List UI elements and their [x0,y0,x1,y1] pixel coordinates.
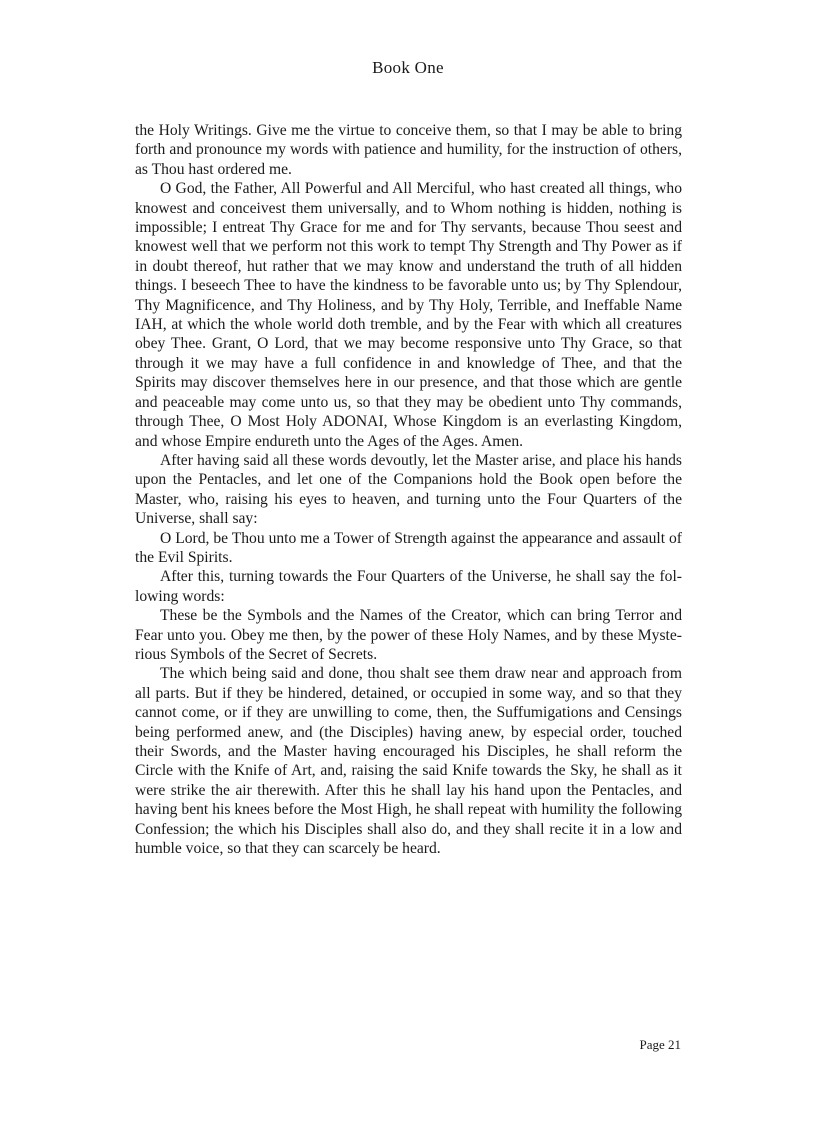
paragraph-approach: The which being said and done, thou shalt see them draw near and approach from all parts. But if they be hindered, detained, or occupied in some way, and so that they cannot come, or if they are unwilling to come, then, the Suffumigations and Censings being performed anew, and (the Disciples) having anew, by especial order, touched their Swords, and the Master having encouraged his Disciples, he shall reform the Circle with the Knife of Art, and, raising the said Knife towards the Sky, he shall as it were strike the air therewith. After this he shall lay his hand upon the Pentacles, and having bent his knees before the Most High, he shall repeat with humility the following Confession; the which his Disciples shall also do, and they shall recite it in a low and humble voice, so that they can scarcely be heard. [135,665,682,858]
paragraph-continued: the Holy Writings. Give me the virtue to conceive them, so that I may be able to bring forth and pronounce my words with patience and humility, for the instruction of others, as Thou hast ordered me. [135,122,682,178]
page-number: Page 21 [639,1037,681,1052]
paragraph-symbols-and-names: These be the Symbols and the Names of the Creator, which can bring Terror and Fear unto you. Obey me then, by the power of these Holy Names, and by these Mysterious Symbols of the Secret of Secrets. [135,607,682,663]
paragraph-master-arises: After having said all these words devoutly, let the Master arise, and place his hands upon the Pentacles, and let one of the Companions hold the Book open before the Master, who, raising his eyes to heaven, and turning unto the Four Quarters of the Universe, shall say: [135,451,682,528]
body-text [135,121,682,858]
paragraph-four-quarters: After this, turning towards the Four Quarters of the Universe, he shall say the following words: [135,568,682,605]
paragraph-tower-of-strength: O Lord, be Thou unto me a Tower of Strength against the appearance and assault of the Evil Spirits. [135,529,682,566]
paragraph-invocation: O God, the Father, All Powerful and All Merciful, who hast created all things, who knowest and conceivest them universally, and to Whom nothing is hidden, nothing is impossible; I entreat Thy Grace for me and for Thy servants, because Thou seest and knowest well that we perform not this work to tempt Thy Strength and Thy Power as if in doubt thereof, hut rather that we may know and understand the truth of all hidden things. I beseech Thee to have the kindness to be favorable unto us; by Thy Splendour, Thy Magnificence, and Thy Holiness, and by Thy Holy, Terrible, and Ineffable Name IAH, at which the whole world doth tremble, and by the Fear with which all creatures obey Thee. Grant, O Lord, that we may become responsive unto Thy Grace, so that through it we may have a full confidence in and knowledge of Thee, and that the Spirits may discover themselves here in our presence, and that those which are gentle and peaceable may come unto us, so that they may be obedient unto Thy commands, through Thee, O Most Holy ADONAI, Whose Kingdom is an everlasting Kingdom, and whose Empire endureth unto the Ages of the Ages. Amen. [135,180,682,450]
running-head: Book One [372,58,444,77]
